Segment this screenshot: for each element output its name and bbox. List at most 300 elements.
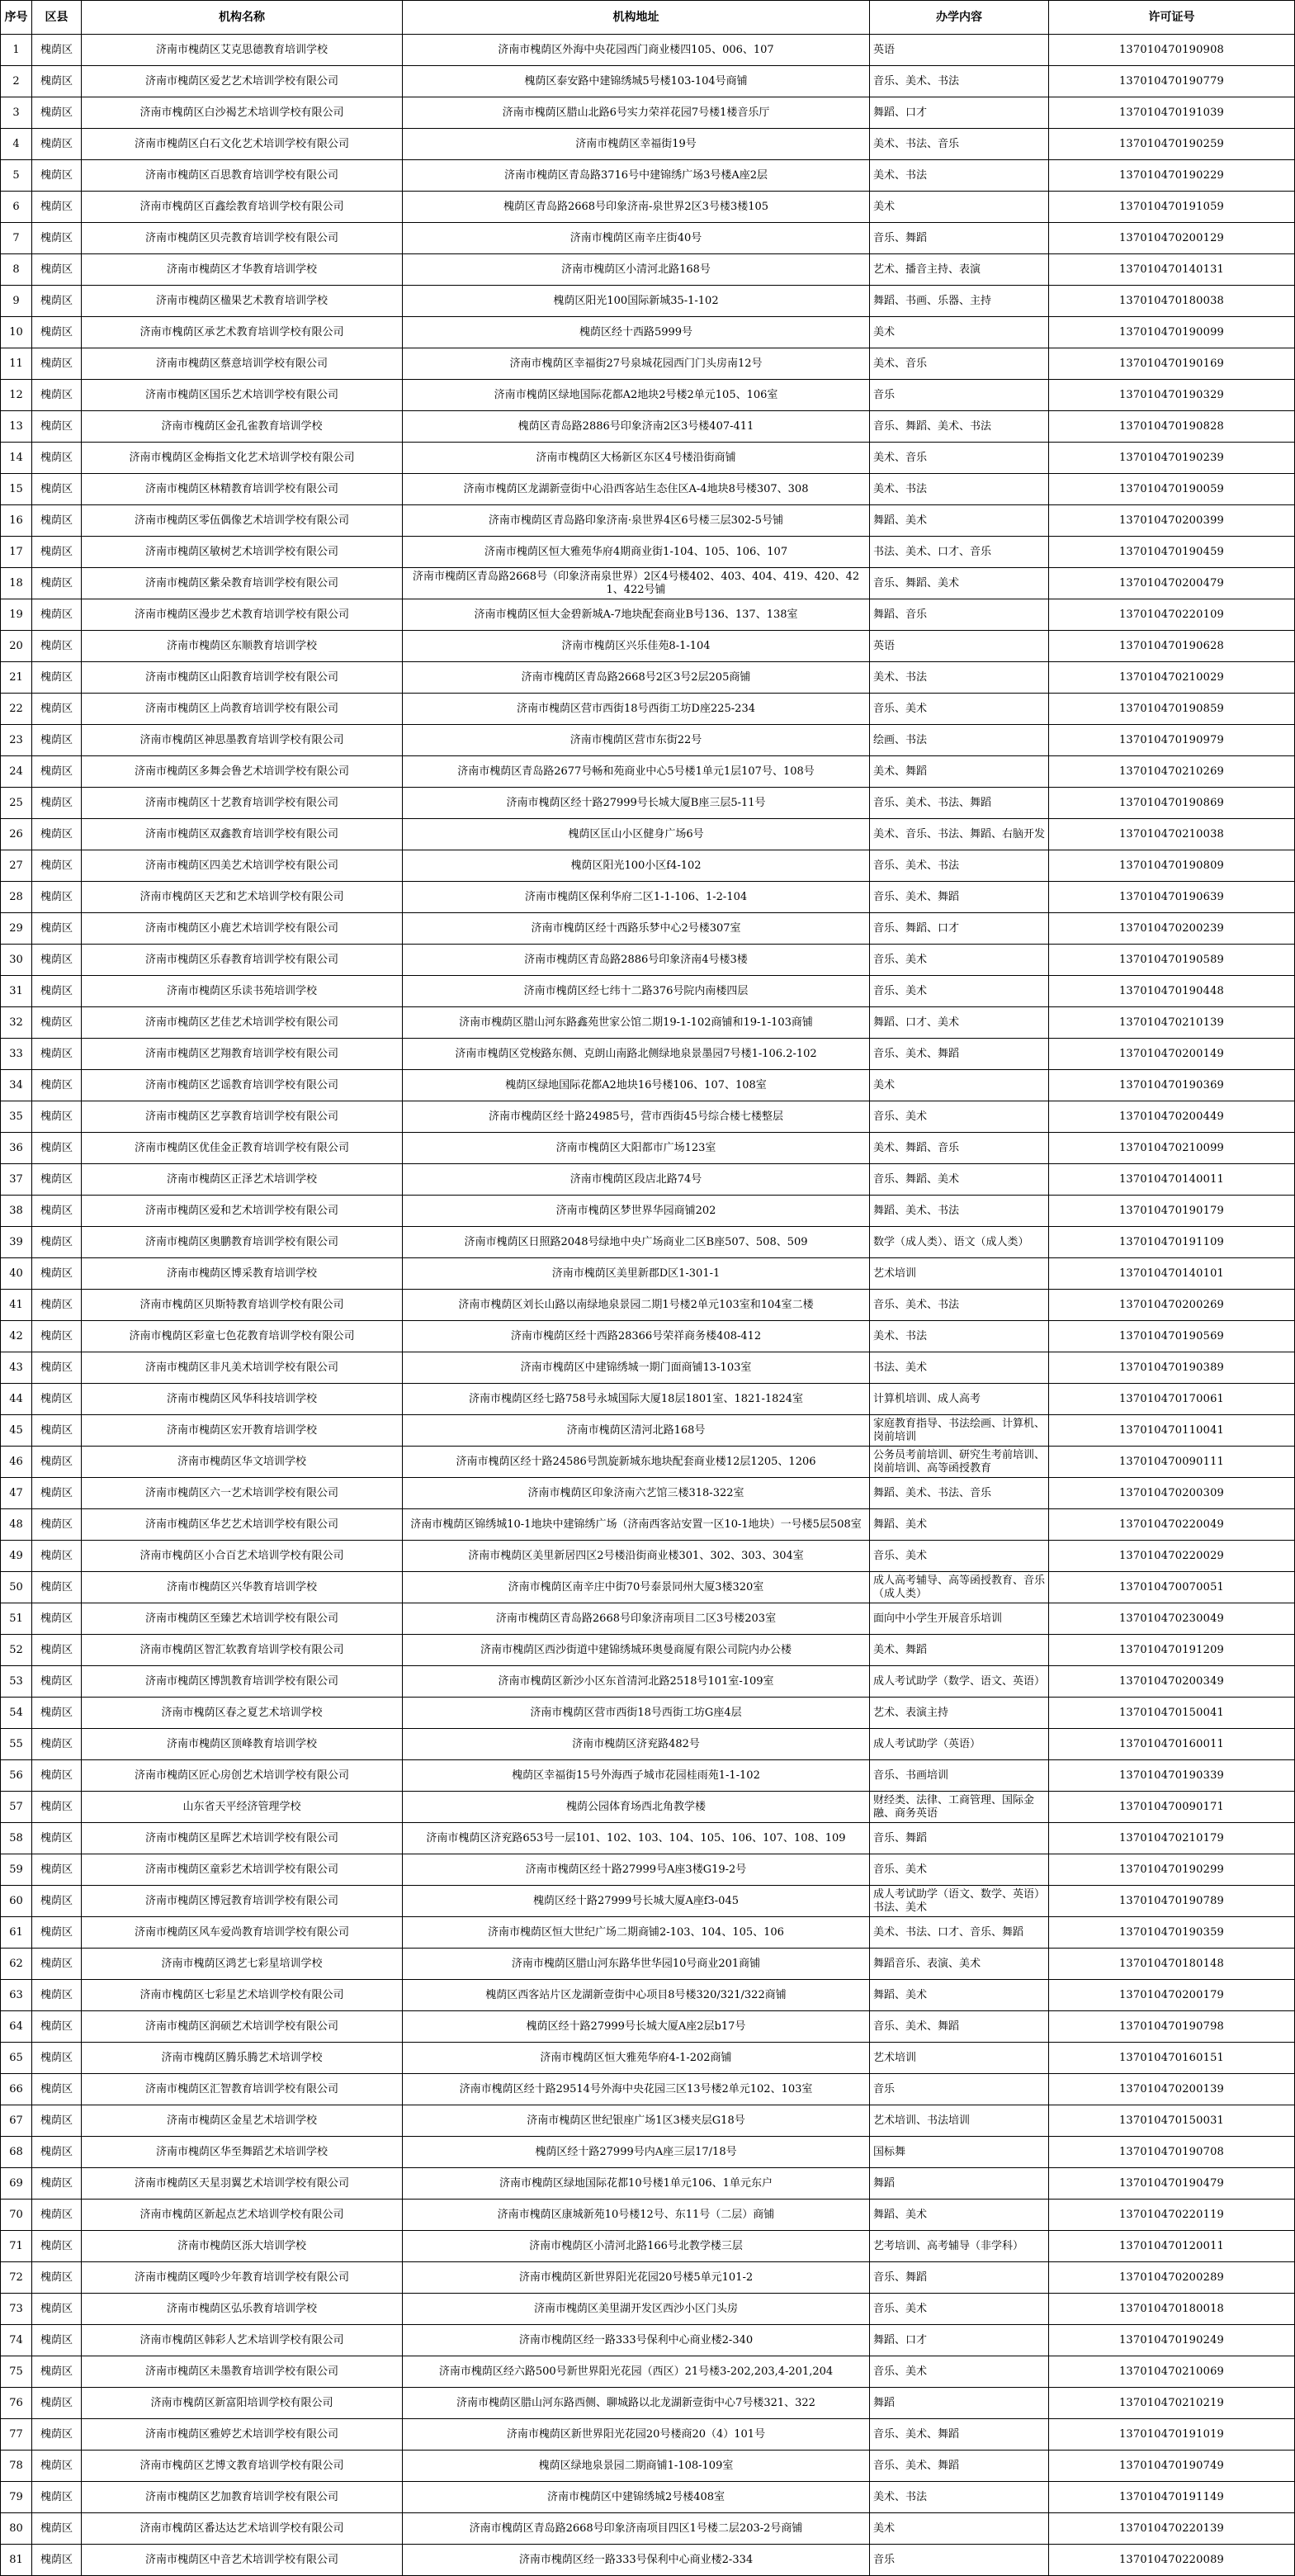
cell-content: 音乐、舞蹈、美术 — [870, 568, 1049, 599]
cell-name: 济南市槐荫区漫步艺术教育培训学校有限公司 — [82, 599, 403, 631]
cell-license: 137010470220049 — [1049, 1509, 1295, 1541]
table-row — [1, 1635, 1295, 1666]
cell-content: 音乐、美术、舞蹈 — [870, 2451, 1049, 2482]
cell-license: 137010470191209 — [1049, 1635, 1295, 1666]
cell-license: 137010470150041 — [1049, 1698, 1295, 1729]
cell-license: 137010470200479 — [1049, 568, 1295, 599]
cell-address: 济南市槐荫区美里新居四区2号楼沿街商业楼301、302、303、304室 — [403, 1541, 870, 1572]
cell-address: 槐荫区西客站片区龙湖新壹街中心项目8号楼320/321/322商铺 — [403, 1980, 870, 2011]
cell-license: 137010470191149 — [1049, 2482, 1295, 2513]
table-row — [1, 2388, 1295, 2419]
cell-name: 济南市槐荫区韩彩人艺术培训学校有限公司 — [82, 2325, 403, 2356]
cell-county: 槐荫区 — [32, 1572, 82, 1603]
cell-license: 137010470190859 — [1049, 694, 1295, 725]
cell-license: 137010470190779 — [1049, 66, 1295, 97]
cell-name: 济南市槐荫区非凡美术培训学校有限公司 — [82, 1352, 403, 1384]
cell-license: 137010470190708 — [1049, 2137, 1295, 2168]
table-row — [1, 2231, 1295, 2262]
cell-address: 济南市槐荫区腊山河东路鑫苑世家公馆二期19-1-102商铺和19-1-103商铺 — [403, 1007, 870, 1039]
cell-num: 46 — [1, 1447, 32, 1478]
cell-content: 舞蹈、美术 — [870, 1509, 1049, 1541]
cell-num: 35 — [1, 1101, 32, 1133]
cell-name: 济南市槐荫区中音艺术培训学校有限公司 — [82, 2545, 403, 2576]
cell-address: 济南市槐荫区清河北路168号 — [403, 1415, 870, 1447]
cell-content: 舞蹈、口才 — [870, 2325, 1049, 2356]
cell-county: 槐荫区 — [32, 1509, 82, 1541]
cell-license: 137010470190329 — [1049, 380, 1295, 411]
cell-content: 舞蹈、美术、书法 — [870, 1196, 1049, 1227]
cell-num: 73 — [1, 2294, 32, 2325]
cell-license: 137010470190908 — [1049, 35, 1295, 66]
cell-content: 国标舞 — [870, 2137, 1049, 2168]
cell-name: 济南市槐荫区彩童七色花教育培训学校有限公司 — [82, 1321, 403, 1352]
cell-name: 济南市槐荫区山阳教育培训学校有限公司 — [82, 662, 403, 694]
cell-license: 137010470190249 — [1049, 2325, 1295, 2356]
cell-name: 济南市槐荫区蔡意培训学校有限公司 — [82, 348, 403, 380]
table-row — [1, 1917, 1295, 1949]
cell-address: 济南市槐荫区恒大雅苑华府4-1-202商铺 — [403, 2043, 870, 2074]
cell-num: 19 — [1, 599, 32, 631]
cell-county: 槐荫区 — [32, 2011, 82, 2043]
cell-county: 槐荫区 — [32, 1070, 82, 1101]
cell-license: 137010470160151 — [1049, 2043, 1295, 2074]
cell-county: 槐荫区 — [32, 1949, 82, 1980]
cell-county: 槐荫区 — [32, 66, 82, 97]
cell-license: 137010470180038 — [1049, 286, 1295, 317]
cell-num: 53 — [1, 1666, 32, 1698]
cell-address: 槐荫区幸福街15号外海西子城市花园桂雨苑1-1-102 — [403, 1760, 870, 1792]
cell-address: 济南市槐荫区青岛路2886号印象济南4号楼3楼 — [403, 945, 870, 976]
table-row — [1, 1227, 1295, 1258]
cell-county: 槐荫区 — [32, 160, 82, 192]
cell-name: 济南市槐荫区金孔雀教育培训学校 — [82, 411, 403, 443]
cell-county: 槐荫区 — [32, 192, 82, 223]
cell-num: 30 — [1, 945, 32, 976]
header-num: 序号 — [1, 1, 32, 35]
cell-address: 济南市槐荫区经十西路28366号荣祥商务楼408-412 — [403, 1321, 870, 1352]
cell-address: 济南市槐荫区恒大金碧新城A-7地块配套商业B号136、137、138室 — [403, 599, 870, 631]
cell-content: 计算机培训、成人高考 — [870, 1384, 1049, 1415]
cell-address: 槐荫区匡山小区健身广场6号 — [403, 819, 870, 850]
table-row — [1, 443, 1295, 474]
table-row — [1, 1698, 1295, 1729]
cell-county: 槐荫区 — [32, 537, 82, 568]
cell-county: 槐荫区 — [32, 35, 82, 66]
table-row — [1, 2356, 1295, 2388]
cell-content: 英语 — [870, 35, 1049, 66]
cell-num: 60 — [1, 1886, 32, 1917]
cell-license: 137010470191109 — [1049, 1227, 1295, 1258]
cell-num: 4 — [1, 129, 32, 160]
table-row — [1, 913, 1295, 945]
cell-address: 济南市槐荫区经十路24586号凯旋新城东地块配套商业楼12层1205、1206 — [403, 1447, 870, 1478]
cell-license: 137010470180148 — [1049, 1949, 1295, 1980]
cell-name: 济南市槐荫区东顺教育培训学校 — [82, 631, 403, 662]
cell-content: 书法、美术、口才、音乐 — [870, 537, 1049, 568]
cell-address: 济南市槐荫区腊山北路6号实力荣祥花园7号楼1楼音乐厅 — [403, 97, 870, 129]
cell-county: 槐荫区 — [32, 1415, 82, 1447]
cell-name: 济南市槐荫区艺翔教育培训学校有限公司 — [82, 1039, 403, 1070]
cell-address: 济南市槐荫区小清河北路166号北教学楼三层 — [403, 2231, 870, 2262]
cell-county: 槐荫区 — [32, 2105, 82, 2137]
cell-county: 槐荫区 — [32, 1384, 82, 1415]
cell-county: 槐荫区 — [32, 443, 82, 474]
cell-county: 槐荫区 — [32, 1823, 82, 1854]
cell-name: 济南市槐荫区番达达艺术培训学校有限公司 — [82, 2513, 403, 2545]
cell-content: 音乐、美术、舞蹈 — [870, 2011, 1049, 2043]
table-row — [1, 348, 1295, 380]
cell-num: 79 — [1, 2482, 32, 2513]
cell-license: 137010470190169 — [1049, 348, 1295, 380]
table-row — [1, 1949, 1295, 1980]
cell-name: 济南市槐荫区未墨教育培训学校有限公司 — [82, 2356, 403, 2388]
cell-county: 槐荫区 — [32, 1101, 82, 1133]
cell-num: 11 — [1, 348, 32, 380]
cell-address: 济南市槐荫区青岛路2668号印象济南项目二区3号楼203室 — [403, 1603, 870, 1635]
cell-license: 137010470190798 — [1049, 2011, 1295, 2043]
table-row — [1, 694, 1295, 725]
cell-license: 137010470170061 — [1049, 1384, 1295, 1415]
cell-num: 39 — [1, 1227, 32, 1258]
cell-license: 137010470180018 — [1049, 2294, 1295, 2325]
cell-address: 济南市槐荫区青岛路2668号2区3号2层205商铺 — [403, 662, 870, 694]
table-row — [1, 192, 1295, 223]
cell-name: 济南市槐荫区新起点艺术培训学校有限公司 — [82, 2200, 403, 2231]
table-row — [1, 1478, 1295, 1509]
cell-address: 济南市槐荫区经十路27999号长城大厦B座三层5-11号 — [403, 788, 870, 819]
cell-license: 137010470140011 — [1049, 1164, 1295, 1196]
table-row — [1, 2325, 1295, 2356]
table-row — [1, 129, 1295, 160]
cell-county: 槐荫区 — [32, 662, 82, 694]
cell-address: 济南市槐荫区康城新苑10号楼12号、东11号（二层）商铺 — [403, 2200, 870, 2231]
cell-name: 济南市槐荫区顶峰教育培训学校 — [82, 1729, 403, 1760]
cell-address: 槐荫区阳光100国际新城35-1-102 — [403, 286, 870, 317]
cell-content: 舞蹈、美术 — [870, 1980, 1049, 2011]
cell-num: 49 — [1, 1541, 32, 1572]
cell-name: 济南市槐荫区多舞会鲁艺术培训学校有限公司 — [82, 756, 403, 788]
cell-content: 音乐、美术 — [870, 1854, 1049, 1886]
table-row — [1, 1196, 1295, 1227]
table-row — [1, 662, 1295, 694]
cell-county: 槐荫区 — [32, 631, 82, 662]
cell-license: 137010470220029 — [1049, 1541, 1295, 1572]
header-county: 区县 — [32, 1, 82, 35]
cell-content: 面向中小学生开展音乐培训 — [870, 1603, 1049, 1635]
cell-county: 槐荫区 — [32, 725, 82, 756]
cell-num: 1 — [1, 35, 32, 66]
cell-content: 成人考试助学（数学、语文、英语） — [870, 1666, 1049, 1698]
cell-county: 槐荫区 — [32, 2137, 82, 2168]
cell-num: 27 — [1, 850, 32, 882]
cell-county: 槐荫区 — [32, 2262, 82, 2294]
cell-address: 济南市槐荫区新世界阳光花园20号楼商20（4）101号 — [403, 2419, 870, 2451]
cell-license: 137010470140131 — [1049, 254, 1295, 286]
cell-license: 137010470190099 — [1049, 317, 1295, 348]
cell-name: 济南市槐荫区零伍偶像艺术培训学校有限公司 — [82, 505, 403, 537]
cell-license: 137010470190339 — [1049, 1760, 1295, 1792]
cell-license: 137010470210069 — [1049, 2356, 1295, 2388]
table-row — [1, 254, 1295, 286]
table-row — [1, 568, 1295, 599]
cell-name: 济南市槐荫区博采教育培训学校 — [82, 1258, 403, 1290]
cell-license: 137010470230049 — [1049, 1603, 1295, 1635]
table-row — [1, 850, 1295, 882]
cell-county: 槐荫区 — [32, 2356, 82, 2388]
table-row — [1, 819, 1295, 850]
cell-address: 济南市槐荫区梦世界华园商铺202 — [403, 1196, 870, 1227]
cell-address: 济南市槐荫区绿地国际花都10号楼1单元106、1单元东户 — [403, 2168, 870, 2200]
cell-num: 64 — [1, 2011, 32, 2043]
cell-county: 槐荫区 — [32, 1352, 82, 1384]
cell-num: 24 — [1, 756, 32, 788]
cell-license: 137010470210269 — [1049, 756, 1295, 788]
cell-county: 槐荫区 — [32, 2513, 82, 2545]
cell-content: 舞蹈、书画、乐器、主持 — [870, 286, 1049, 317]
cell-content: 艺考培训、高考辅导（非学科） — [870, 2231, 1049, 2262]
cell-name: 济南市槐荫区双鑫教育培训学校有限公司 — [82, 819, 403, 850]
cell-address: 槐荫区阳光100小区f4-102 — [403, 850, 870, 882]
cell-county: 槐荫区 — [32, 756, 82, 788]
cell-num: 43 — [1, 1352, 32, 1384]
cell-content: 音乐、舞蹈 — [870, 1823, 1049, 1854]
cell-name: 济南市槐荫区春之夏艺术培训学校 — [82, 1698, 403, 1729]
cell-county: 槐荫区 — [32, 1133, 82, 1164]
cell-content: 美术、舞蹈 — [870, 756, 1049, 788]
cell-license: 137010470200239 — [1049, 913, 1295, 945]
table-row — [1, 66, 1295, 97]
cell-num: 75 — [1, 2356, 32, 2388]
cell-content: 音乐、美术、书法 — [870, 850, 1049, 882]
cell-num: 66 — [1, 2074, 32, 2105]
cell-county: 槐荫区 — [32, 1698, 82, 1729]
cell-content: 舞蹈 — [870, 2388, 1049, 2419]
cell-name: 济南市槐荫区星晖艺术培训学校有限公司 — [82, 1823, 403, 1854]
cell-content: 美术、音乐 — [870, 443, 1049, 474]
table-row — [1, 1603, 1295, 1635]
table-row — [1, 1039, 1295, 1070]
cell-address: 槐荫区青岛路2886号印象济南2区3号楼407-411 — [403, 411, 870, 443]
cell-num: 36 — [1, 1133, 32, 1164]
cell-county: 槐荫区 — [32, 850, 82, 882]
cell-address: 济南市槐荫区外海中央花园西门商业楼四105、006、107 — [403, 35, 870, 66]
cell-license: 137010470200449 — [1049, 1101, 1295, 1133]
table-body — [1, 35, 1295, 2576]
cell-county: 槐荫区 — [32, 1541, 82, 1572]
header-license: 许可证号 — [1049, 1, 1295, 35]
cell-name: 济南市槐荫区风车爱尚教育培训学校有限公司 — [82, 1917, 403, 1949]
cell-name: 济南市槐荫区六一艺术培训学校有限公司 — [82, 1478, 403, 1509]
cell-license: 137010470190448 — [1049, 976, 1295, 1007]
cell-num: 70 — [1, 2200, 32, 2231]
cell-license: 137010470200179 — [1049, 1980, 1295, 2011]
cell-num: 78 — [1, 2451, 32, 2482]
cell-address: 济南市槐荫区腊山河东路西侧、聊城路以北龙湖新壹街中心7号楼321、322 — [403, 2388, 870, 2419]
table-row — [1, 2545, 1295, 2576]
cell-license: 137010470190259 — [1049, 129, 1295, 160]
header-name: 机构名称 — [82, 1, 403, 35]
cell-address: 济南市槐荫区幸福街27号泉城花园西门门头房南12号 — [403, 348, 870, 380]
cell-content: 舞蹈、美术、书法、音乐 — [870, 1478, 1049, 1509]
cell-license: 137010470190359 — [1049, 1917, 1295, 1949]
cell-content: 音乐、美术、书法 — [870, 66, 1049, 97]
cell-name: 济南市槐荫区至臻艺术培训学校有限公司 — [82, 1603, 403, 1635]
cell-num: 59 — [1, 1854, 32, 1886]
cell-num: 17 — [1, 537, 32, 568]
cell-name: 济南市槐荫区华文培训学校 — [82, 1447, 403, 1478]
header-address: 机构地址 — [403, 1, 870, 35]
cell-num: 63 — [1, 1980, 32, 2011]
cell-license: 137010470210099 — [1049, 1133, 1295, 1164]
cell-license: 137010470210219 — [1049, 2388, 1295, 2419]
table-row — [1, 882, 1295, 913]
cell-name: 济南市槐荫区鸿艺七彩星培训学校 — [82, 1949, 403, 1980]
cell-address: 槐荫区绿地泉景园二期商铺1-108-109室 — [403, 2451, 870, 2482]
cell-license: 137010470210038 — [1049, 819, 1295, 850]
cell-name: 济南市槐荫区正泽艺术培训学校 — [82, 1164, 403, 1196]
cell-num: 22 — [1, 694, 32, 725]
cell-address: 济南市槐荫区营市东街22号 — [403, 725, 870, 756]
cell-content: 美术、音乐、书法、舞蹈、右脑开发 — [870, 819, 1049, 850]
table-row — [1, 505, 1295, 537]
cell-num: 14 — [1, 443, 32, 474]
cell-license: 137010470191039 — [1049, 97, 1295, 129]
cell-county: 槐荫区 — [32, 286, 82, 317]
cell-content: 书法、美术 — [870, 1352, 1049, 1384]
cell-num: 7 — [1, 223, 32, 254]
cell-address: 槐荫区泰安路中建锦绣城5号楼103-104号商铺 — [403, 66, 870, 97]
cell-num: 28 — [1, 882, 32, 913]
table-row — [1, 97, 1295, 129]
cell-license: 137010470190789 — [1049, 1886, 1295, 1917]
cell-license: 137010470200269 — [1049, 1290, 1295, 1321]
cell-license: 137010470190479 — [1049, 2168, 1295, 2200]
cell-content: 音乐、美术 — [870, 2294, 1049, 2325]
cell-num: 52 — [1, 1635, 32, 1666]
cell-county: 槐荫区 — [32, 1760, 82, 1792]
cell-address: 济南市槐荫区经十西路乐梦中心2号楼307室 — [403, 913, 870, 945]
cell-address: 济南市槐荫区保利华府二区1-1-106、1-2-104 — [403, 882, 870, 913]
cell-license: 137010470190749 — [1049, 2451, 1295, 2482]
cell-address: 济南市槐荫区美里湖开发区西沙小区门头房 — [403, 2294, 870, 2325]
cell-address: 济南市槐荫区大阳都市广场123室 — [403, 1133, 870, 1164]
cell-content: 美术、音乐 — [870, 348, 1049, 380]
cell-county: 槐荫区 — [32, 2294, 82, 2325]
cell-content: 财经类、法律、工商管理、国际金融、商务英语 — [870, 1792, 1049, 1823]
cell-num: 54 — [1, 1698, 32, 1729]
cell-license: 137010470190628 — [1049, 631, 1295, 662]
cell-address: 槐荫区经十路27999号内A座三层17/18号 — [403, 2137, 870, 2168]
cell-content: 美术、书法 — [870, 1321, 1049, 1352]
cell-num: 10 — [1, 317, 32, 348]
cell-content: 艺术、表演主持 — [870, 1698, 1049, 1729]
cell-address: 济南市槐荫区经十路24985号，营市西街45号综合楼七楼整层 — [403, 1101, 870, 1133]
cell-county: 槐荫区 — [32, 819, 82, 850]
table-row — [1, 2074, 1295, 2105]
cell-name: 济南市槐荫区弘乐教育培训学校 — [82, 2294, 403, 2325]
cell-name: 济南市槐荫区白沙褐艺术培训学校有限公司 — [82, 97, 403, 129]
cell-content: 成人考试助学（语文、数学、英语）书法、美术 — [870, 1886, 1049, 1917]
cell-county: 槐荫区 — [32, 1039, 82, 1070]
table-row — [1, 1007, 1295, 1039]
cell-address: 济南市槐荫区锦绣城10-1地块中建锦绣广场（济南西客站安置一区10-1地块）一号楼5层508室 — [403, 1509, 870, 1541]
table-row — [1, 1101, 1295, 1133]
cell-content: 美术 — [870, 192, 1049, 223]
cell-content: 音乐、舞蹈、口才 — [870, 913, 1049, 945]
cell-county: 槐荫区 — [32, 2419, 82, 2451]
cell-county: 槐荫区 — [32, 2482, 82, 2513]
table-row — [1, 1352, 1295, 1384]
cell-name: 济南市槐荫区才华教育培训学校 — [82, 254, 403, 286]
cell-address: 济南市槐荫区兴乐佳苑8-1-104 — [403, 631, 870, 662]
table-row — [1, 35, 1295, 66]
table-row — [1, 1792, 1295, 1823]
table-row — [1, 1572, 1295, 1603]
cell-num: 81 — [1, 2545, 32, 2576]
cell-content: 舞蹈、美术 — [870, 505, 1049, 537]
cell-address: 济南市槐荫区经一路333号保利中心商业楼2-334 — [403, 2545, 870, 2576]
cell-address: 济南市槐荫区经十路27999号A座3楼G19-2号 — [403, 1854, 870, 1886]
cell-address: 济南市槐荫区世纪银座广场1区3楼夹层G18号 — [403, 2105, 870, 2137]
cell-county: 槐荫区 — [32, 1164, 82, 1196]
cell-name: 济南市槐荫区百鑫绘教育培训学校有限公司 — [82, 192, 403, 223]
cell-num: 8 — [1, 254, 32, 286]
table-row — [1, 1415, 1295, 1447]
cell-content: 音乐、美术、书法 — [870, 1290, 1049, 1321]
table-row — [1, 631, 1295, 662]
cell-num: 55 — [1, 1729, 32, 1760]
cell-license: 137010470160011 — [1049, 1729, 1295, 1760]
cell-content: 美术、书法 — [870, 474, 1049, 505]
cell-county: 槐荫区 — [32, 2388, 82, 2419]
cell-num: 9 — [1, 286, 32, 317]
cell-name: 济南市槐荫区润硕艺术培训学校有限公司 — [82, 2011, 403, 2043]
cell-name: 济南市槐荫区风华科技培训学校 — [82, 1384, 403, 1415]
cell-address: 济南市槐荫区青岛路印象济南·泉世界4区6号楼三层302-5号铺 — [403, 505, 870, 537]
cell-content: 音乐 — [870, 380, 1049, 411]
cell-address: 济南市槐荫区营市西街18号西街工坊G座4层 — [403, 1698, 870, 1729]
cell-num: 72 — [1, 2262, 32, 2294]
cell-num: 29 — [1, 913, 32, 945]
cell-license: 137010470191059 — [1049, 192, 1295, 223]
cell-content: 舞蹈、口才 — [870, 97, 1049, 129]
cell-name: 济南市槐荫区爱和艺术培训学校有限公司 — [82, 1196, 403, 1227]
cell-content: 艺术培训 — [870, 1258, 1049, 1290]
table-row — [1, 1666, 1295, 1698]
cell-address: 济南市槐荫区经七路758号永城国际大厦18层1801室、1821-1824室 — [403, 1384, 870, 1415]
cell-name: 济南市槐荫区紫朵教育培训学校有限公司 — [82, 568, 403, 599]
cell-county: 槐荫区 — [32, 2043, 82, 2074]
cell-name: 济南市槐荫区贝斯特教育培训学校有限公司 — [82, 1290, 403, 1321]
table-row — [1, 976, 1295, 1007]
cell-license: 137010470190639 — [1049, 882, 1295, 913]
cell-county: 槐荫区 — [32, 1007, 82, 1039]
table-row — [1, 1729, 1295, 1760]
cell-num: 26 — [1, 819, 32, 850]
cell-license: 137010470190828 — [1049, 411, 1295, 443]
cell-address: 济南市槐荫区刘长山路以南绿地泉景园二期1号楼2单元103室和104室二楼 — [403, 1290, 870, 1321]
cell-content: 音乐、美术、书法、舞蹈 — [870, 788, 1049, 819]
cell-address: 济南市槐荫区龙湖新壹街中心沿西客站生态住区A-4地块8号楼307、308 — [403, 474, 870, 505]
cell-license: 137010470191019 — [1049, 2419, 1295, 2451]
cell-content: 艺术培训、书法培训 — [870, 2105, 1049, 2137]
cell-name: 山东省天平经济管理学校 — [82, 1792, 403, 1823]
cell-address: 济南市槐荫区经七纬十二路376号院内南楼四层 — [403, 976, 870, 1007]
cell-license: 137010470190569 — [1049, 1321, 1295, 1352]
cell-content: 绘画、书法 — [870, 725, 1049, 756]
table-row — [1, 1258, 1295, 1290]
cell-county: 槐荫区 — [32, 97, 82, 129]
